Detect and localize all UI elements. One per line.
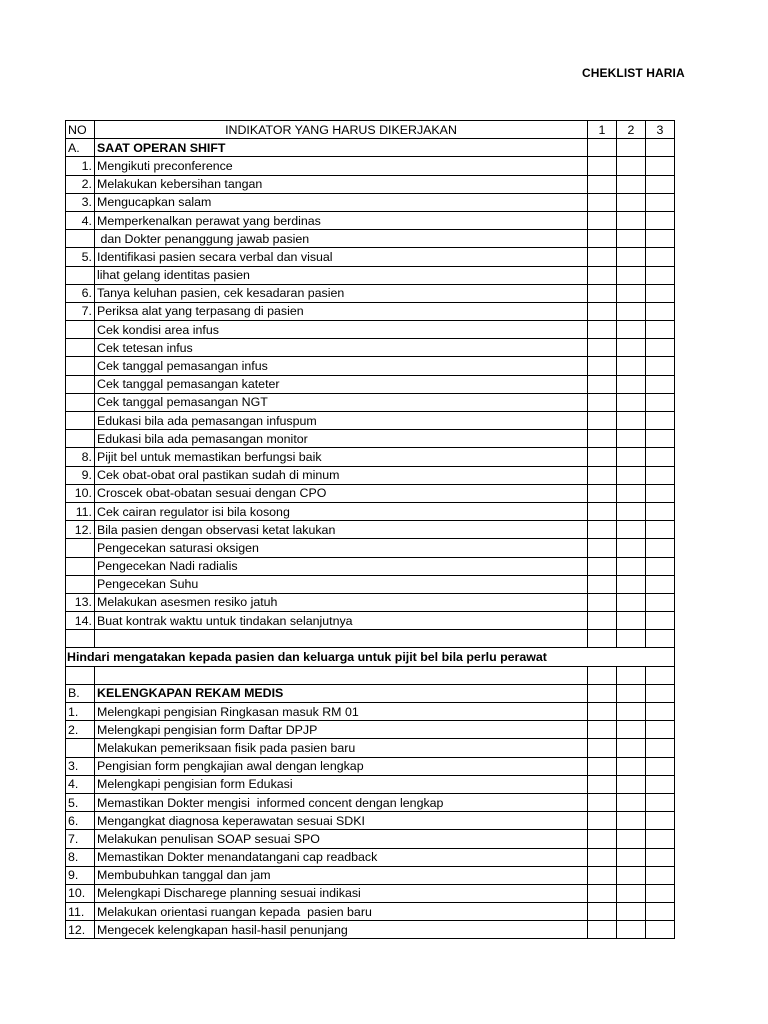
check-cell[interactable] [617, 557, 646, 575]
check-cell[interactable] [646, 284, 675, 302]
check-cell[interactable] [617, 230, 646, 248]
check-cell[interactable] [646, 775, 675, 793]
section-b-no: B. [66, 684, 95, 702]
table-row [66, 302, 675, 320]
indicator-text: Pijit bel untuk memastikan berfungsi baik [95, 448, 588, 466]
table-row [66, 539, 675, 557]
check-cell[interactable] [617, 884, 646, 902]
check-cell[interactable] [617, 812, 646, 830]
check-cell[interactable] [617, 593, 646, 611]
check-cell[interactable] [646, 321, 675, 339]
table-row [66, 357, 675, 375]
check-cell[interactable] [588, 230, 617, 248]
check-cell[interactable] [646, 248, 675, 266]
check-cell[interactable] [588, 466, 617, 484]
check-cell[interactable] [646, 557, 675, 575]
check-cell[interactable] [646, 830, 675, 848]
row-number: 2. [66, 721, 95, 739]
check-cell[interactable] [646, 848, 675, 866]
table-row [66, 321, 675, 339]
header-col-2: 2 [617, 121, 646, 139]
table-row [66, 393, 675, 411]
check-cell[interactable] [617, 284, 646, 302]
check-cell[interactable] [646, 448, 675, 466]
check-cell[interactable] [588, 266, 617, 284]
check-cell[interactable] [617, 684, 646, 702]
check-cell[interactable] [646, 157, 675, 175]
table-row [66, 339, 675, 357]
check-cell[interactable] [617, 903, 646, 921]
check-cell[interactable] [646, 175, 675, 193]
check-cell[interactable] [588, 321, 617, 339]
indicator-text: Melakukan penulisan SOAP sesuai SPO [95, 830, 588, 848]
indicator-text: Cek tanggal pemasangan NGT [95, 393, 588, 411]
row-number [66, 539, 95, 557]
check-cell[interactable] [588, 884, 617, 902]
check-cell[interactable] [646, 430, 675, 448]
row-number: 9. [66, 866, 95, 884]
check-cell[interactable] [617, 793, 646, 811]
check-cell[interactable] [588, 612, 617, 630]
row-number: 4. [66, 211, 95, 229]
row-number [66, 430, 95, 448]
check-cell[interactable] [646, 757, 675, 775]
check-cell[interactable] [617, 302, 646, 320]
check-cell[interactable] [617, 703, 646, 721]
check-cell[interactable] [646, 357, 675, 375]
check-cell[interactable] [646, 393, 675, 411]
row-number: 10. [66, 484, 95, 502]
check-cell[interactable] [588, 684, 617, 702]
check-cell[interactable] [588, 775, 617, 793]
check-cell[interactable] [588, 284, 617, 302]
table-row [66, 721, 675, 739]
indicator-text: Memperkenalkan perawat yang berdinas [95, 211, 588, 229]
table-row [66, 248, 675, 266]
check-cell[interactable] [617, 321, 646, 339]
notice-text: Hindari mengatakan kepada pasien dan keluarga untuk pijit bel bila perlu perawat [66, 648, 675, 666]
table-row [66, 812, 675, 830]
indicator-text: Croscek obat-obatan sesuai dengan CPO [95, 484, 588, 502]
check-cell[interactable] [588, 393, 617, 411]
row-number: 7. [66, 830, 95, 848]
check-cell[interactable] [646, 339, 675, 357]
check-cell[interactable] [617, 666, 646, 684]
check-cell[interactable] [588, 703, 617, 721]
indicator-text: Melengkapi pengisian form Daftar DPJP [95, 721, 588, 739]
row-number [66, 739, 95, 757]
section-a-no: A. [66, 139, 95, 157]
row-number [66, 575, 95, 593]
table-row [66, 157, 675, 175]
check-cell[interactable] [588, 139, 617, 157]
indicator-text: Pengecekan Nadi radialis [95, 557, 588, 575]
indicator-text: Melakukan orientasi ruangan kepada pasien baru [95, 903, 588, 921]
row-number [66, 393, 95, 411]
table-row [66, 230, 675, 248]
row-number: 11. [66, 502, 95, 520]
check-cell[interactable] [617, 775, 646, 793]
row-number: 13. [66, 593, 95, 611]
check-cell[interactable] [617, 575, 646, 593]
check-cell[interactable] [617, 157, 646, 175]
row-number: 5. [66, 248, 95, 266]
indicator-text: Mengecek kelengkapan hasil-hasil penunjang [95, 921, 588, 939]
row-number: 14. [66, 612, 95, 630]
check-cell[interactable] [646, 484, 675, 502]
check-cell[interactable] [588, 830, 617, 848]
check-cell[interactable] [588, 175, 617, 193]
check-cell[interactable] [617, 502, 646, 520]
check-cell[interactable] [588, 903, 617, 921]
check-cell[interactable] [646, 612, 675, 630]
check-cell[interactable] [588, 630, 617, 648]
blank-cell [66, 630, 95, 648]
indicator-text: Melengkapi pengisian form Edukasi [95, 775, 588, 793]
check-cell[interactable] [617, 211, 646, 229]
check-cell[interactable] [646, 412, 675, 430]
check-cell[interactable] [588, 357, 617, 375]
check-cell[interactable] [646, 630, 675, 648]
row-number: 3. [66, 757, 95, 775]
row-number [66, 557, 95, 575]
check-cell[interactable] [617, 448, 646, 466]
indicator-text: Cek tanggal pemasangan kateter [95, 375, 588, 393]
check-cell[interactable] [588, 539, 617, 557]
indicator-text: Cek tanggal pemasangan infus [95, 357, 588, 375]
check-cell[interactable] [646, 684, 675, 702]
row-number: 6. [66, 284, 95, 302]
row-number: 10. [66, 884, 95, 902]
table-row [66, 175, 675, 193]
check-cell[interactable] [617, 612, 646, 630]
section-b-row [66, 684, 675, 702]
table-row [66, 557, 675, 575]
check-cell[interactable] [646, 539, 675, 557]
indicator-text: Edukasi bila ada pemasangan infuspum [95, 412, 588, 430]
check-cell[interactable] [588, 848, 617, 866]
check-cell[interactable] [646, 375, 675, 393]
row-number: 8. [66, 448, 95, 466]
check-cell[interactable] [646, 812, 675, 830]
table-row [66, 412, 675, 430]
notice-row [66, 648, 675, 666]
check-cell[interactable] [588, 666, 617, 684]
check-cell[interactable] [646, 266, 675, 284]
check-cell[interactable] [588, 375, 617, 393]
table-row [66, 757, 675, 775]
row-number: 4. [66, 775, 95, 793]
table-row [66, 466, 675, 484]
check-cell[interactable] [588, 430, 617, 448]
row-number [66, 412, 95, 430]
check-cell[interactable] [646, 884, 675, 902]
table-row [66, 793, 675, 811]
check-cell[interactable] [588, 812, 617, 830]
indicator-text: Tanya keluhan pasien, cek kesadaran pasien [95, 284, 588, 302]
row-number: 12. [66, 521, 95, 539]
check-cell[interactable] [617, 721, 646, 739]
indicator-text: Melengkapi Discharege planning sesuai indikasi [95, 884, 588, 902]
blank-cell [95, 666, 588, 684]
check-cell[interactable] [617, 193, 646, 211]
row-number: 9. [66, 466, 95, 484]
check-cell[interactable] [588, 302, 617, 320]
check-cell[interactable] [617, 339, 646, 357]
check-cell[interactable] [617, 830, 646, 848]
check-cell[interactable] [646, 793, 675, 811]
table-row [66, 593, 675, 611]
row-number [66, 230, 95, 248]
row-number [66, 321, 95, 339]
check-cell[interactable] [646, 502, 675, 520]
check-cell[interactable] [646, 721, 675, 739]
check-cell[interactable] [588, 248, 617, 266]
indicator-text: Edukasi bila ada pemasangan monitor [95, 430, 588, 448]
indicator-text: Buat kontrak waktu untuk tindakan selanjutnya [95, 612, 588, 630]
check-cell[interactable] [646, 593, 675, 611]
table-row [66, 375, 675, 393]
row-number: 7. [66, 302, 95, 320]
table-row [66, 521, 675, 539]
check-cell[interactable] [588, 339, 617, 357]
table-row [66, 575, 675, 593]
section-a-row [66, 139, 675, 157]
indicator-text: Memastikan Dokter menandatangani cap readback [95, 848, 588, 866]
check-cell[interactable] [588, 593, 617, 611]
check-cell[interactable] [588, 557, 617, 575]
checklist-table [65, 120, 675, 939]
header-row [66, 121, 675, 139]
check-cell[interactable] [646, 921, 675, 939]
indicator-text: Membubuhkan tanggal dan jam [95, 866, 588, 884]
check-cell[interactable] [588, 721, 617, 739]
check-cell[interactable] [617, 630, 646, 648]
table-row [66, 903, 675, 921]
check-cell[interactable] [617, 375, 646, 393]
header-no: NO [66, 121, 95, 139]
indicator-text: Cek kondisi area infus [95, 321, 588, 339]
check-cell[interactable] [646, 466, 675, 484]
check-cell[interactable] [646, 230, 675, 248]
row-number: 5. [66, 793, 95, 811]
check-cell[interactable] [588, 484, 617, 502]
table-row [66, 703, 675, 721]
indicator-text: Cek obat-obat oral pastikan sudah di minum [95, 466, 588, 484]
check-cell[interactable] [617, 484, 646, 502]
indicator-text: Pengisian form pengkajian awal dengan lengkap [95, 757, 588, 775]
check-cell[interactable] [617, 921, 646, 939]
check-cell[interactable] [646, 193, 675, 211]
check-cell[interactable] [588, 157, 617, 175]
check-cell[interactable] [588, 575, 617, 593]
check-cell[interactable] [617, 139, 646, 157]
blank-cell [95, 630, 588, 648]
row-number: 1. [66, 703, 95, 721]
check-cell[interactable] [617, 393, 646, 411]
header-col-1: 1 [588, 121, 617, 139]
table-row [66, 193, 675, 211]
check-cell[interactable] [588, 739, 617, 757]
check-cell[interactable] [646, 139, 675, 157]
indicator-text: dan Dokter penanggung jawab pasien [95, 230, 588, 248]
row-number: 1. [66, 157, 95, 175]
table-row [66, 284, 675, 302]
table-row [66, 775, 675, 793]
header-col-3: 3 [646, 121, 675, 139]
indicator-text: Cek tetesan infus [95, 339, 588, 357]
row-number: 2. [66, 175, 95, 193]
indicator-text: Cek cairan regulator isi bila kosong [95, 502, 588, 520]
table-row [66, 739, 675, 757]
indicator-text: Melakukan asesmen resiko jatuh [95, 593, 588, 611]
check-cell[interactable] [646, 575, 675, 593]
indicator-text: Pengecekan Suhu [95, 575, 588, 593]
check-cell[interactable] [646, 703, 675, 721]
check-cell[interactable] [617, 539, 646, 557]
check-cell[interactable] [617, 430, 646, 448]
check-cell[interactable] [646, 739, 675, 757]
header-indicator: INDIKATOR YANG HARUS DIKERJAKAN [95, 121, 588, 139]
check-cell[interactable] [646, 302, 675, 320]
check-cell[interactable] [588, 793, 617, 811]
check-cell[interactable] [588, 866, 617, 884]
check-cell[interactable] [588, 412, 617, 430]
table-row [66, 484, 675, 502]
table-row [66, 448, 675, 466]
table-row [66, 921, 675, 939]
check-cell[interactable] [617, 757, 646, 775]
row-number [66, 339, 95, 357]
table-row [66, 211, 675, 229]
check-cell[interactable] [617, 466, 646, 484]
blank-row [66, 666, 675, 684]
check-cell[interactable] [646, 866, 675, 884]
check-cell[interactable] [646, 211, 675, 229]
indicator-text: Melakukan kebersihan tangan [95, 175, 588, 193]
row-number [66, 375, 95, 393]
check-cell[interactable] [646, 521, 675, 539]
check-cell[interactable] [617, 175, 646, 193]
indicator-text: Periksa alat yang terpasang di pasien [95, 302, 588, 320]
indicator-text: Memastikan Dokter mengisi informed concent dengan lengkap [95, 793, 588, 811]
checklist-body [66, 121, 675, 939]
check-cell[interactable] [617, 848, 646, 866]
check-cell[interactable] [617, 739, 646, 757]
check-cell[interactable] [646, 903, 675, 921]
indicator-text: Mengikuti preconference [95, 157, 588, 175]
indicator-text: Identifikasi pasien secara verbal dan visual [95, 248, 588, 266]
indicator-text: Mengucapkan salam [95, 193, 588, 211]
check-cell[interactable] [617, 866, 646, 884]
check-cell[interactable] [588, 448, 617, 466]
check-cell[interactable] [617, 357, 646, 375]
check-cell[interactable] [588, 521, 617, 539]
blank-cell [66, 666, 95, 684]
row-number [66, 357, 95, 375]
row-number: 8. [66, 848, 95, 866]
check-cell[interactable] [617, 266, 646, 284]
indicator-text: Melakukan pemeriksaan fisik pada pasien baru [95, 739, 588, 757]
section-b-label: KELENGKAPAN REKAM MEDIS [95, 684, 588, 702]
row-number [66, 266, 95, 284]
indicator-text: Bila pasien dengan observasi ketat lakukan [95, 521, 588, 539]
check-cell[interactable] [588, 193, 617, 211]
check-cell[interactable] [588, 502, 617, 520]
check-cell[interactable] [588, 921, 617, 939]
check-cell[interactable] [617, 521, 646, 539]
check-cell[interactable] [588, 757, 617, 775]
row-number: 11. [66, 903, 95, 921]
indicator-text: Melengkapi pengisian Ringkasan masuk RM 01 [95, 703, 588, 721]
table-row [66, 848, 675, 866]
table-row [66, 502, 675, 520]
table-row [66, 612, 675, 630]
check-cell[interactable] [617, 248, 646, 266]
check-cell[interactable] [588, 211, 617, 229]
document-title: CHEKLIST HARIA [582, 66, 685, 80]
indicator-text: lihat gelang identitas pasien [95, 266, 588, 284]
row-number: 12. [66, 921, 95, 939]
table-row [66, 266, 675, 284]
check-cell[interactable] [646, 666, 675, 684]
check-cell[interactable] [617, 412, 646, 430]
indicator-text: Pengecekan saturasi oksigen [95, 539, 588, 557]
indicator-text: Mengangkat diagnosa keperawatan sesuai SDKI [95, 812, 588, 830]
table-row [66, 430, 675, 448]
row-number: 6. [66, 812, 95, 830]
table-row [66, 830, 675, 848]
section-a-label: SAAT OPERAN SHIFT [95, 139, 588, 157]
row-number: 3. [66, 193, 95, 211]
table-row [66, 884, 675, 902]
blank-row [66, 630, 675, 648]
table-row [66, 866, 675, 884]
